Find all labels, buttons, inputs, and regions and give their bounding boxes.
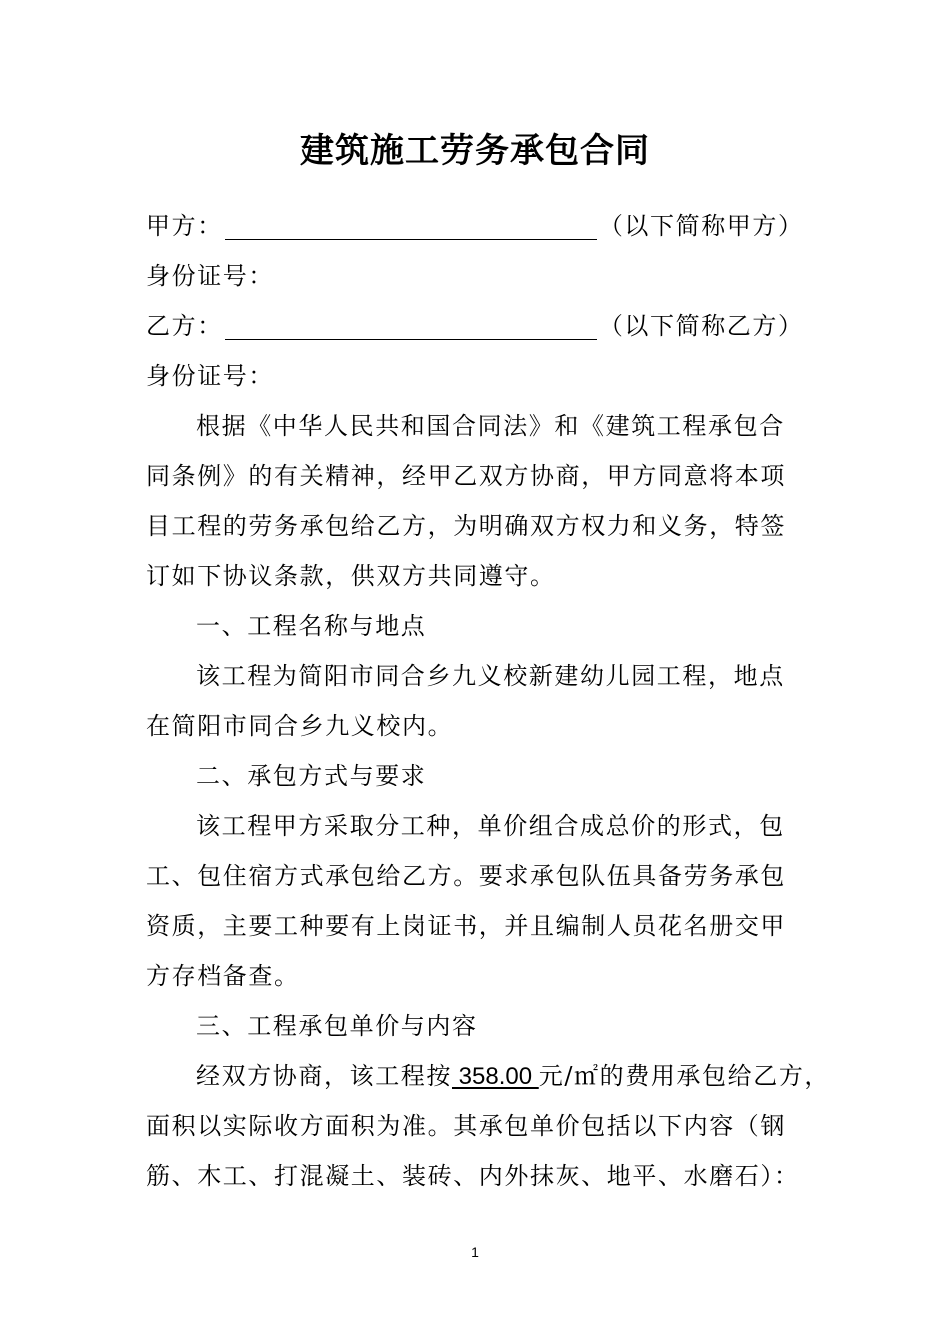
section3-line [196, 1059, 831, 1094]
section-heading: 一、工程名称与地点 [196, 612, 427, 640]
section1-line: 在简阳市同合乡九义校内。 [146, 712, 454, 740]
party-a-name-blank [225, 213, 597, 240]
section2-line: 资质，主要工种要有上岗证书，并且编制人员花名册交甲 [146, 912, 786, 940]
section3-line1-prefix: 经双方协商，该工程按 [196, 1062, 452, 1090]
section3-line1-suffix: 元/㎡的费用承包给乙方， [538, 1062, 831, 1090]
section2-line: 该工程甲方采取分工种，单价组合成总价的形式，包 [196, 812, 785, 840]
party-a-suffix: （以下简称甲方） [598, 212, 804, 240]
party-b-label: 乙方： [146, 312, 223, 340]
preamble-line: 同条例》的有关精神，经甲乙双方协商，甲方同意将本项 [146, 462, 786, 490]
party-a-id-line [146, 259, 826, 293]
preamble-line: 订如下协议条款，供双方共同遵守。 [146, 562, 556, 590]
section-heading: 二、承包方式与要求 [196, 762, 427, 790]
section1-line: 该工程为简阳市同合乡九义校新建幼儿园工程，地点 [196, 662, 785, 690]
section2-line: 工、包住宿方式承包给乙方。要求承包队伍具备劳务承包 [146, 862, 786, 890]
section2-line: 方存档备查。 [146, 962, 300, 990]
document-title: 建筑施工劳务承包合同 [300, 131, 650, 171]
party-a-line [146, 209, 826, 243]
section-heading: 三、工程承包单价与内容 [196, 1012, 478, 1040]
section3-line: 面积以实际收方面积为准。其承包单价包括以下内容（钢 [146, 1112, 786, 1140]
party-a-label: 甲方： [146, 212, 223, 240]
preamble-line: 根据《中华人民共和国合同法》和《建筑工程承包合 [196, 412, 785, 440]
party-a-id-label: 身份证号： [146, 262, 274, 290]
party-b-line [146, 309, 826, 343]
party-b-id-line [146, 359, 826, 393]
unit-price: 358.00 [452, 1063, 539, 1090]
section3-line: 筋、木工、打混凝土、装砖、内外抹灰、地平、水磨石）： [146, 1162, 800, 1190]
party-b-name-blank [225, 313, 597, 340]
page-number: 1 [471, 1244, 479, 1260]
party-b-id-label: 身份证号： [146, 362, 274, 390]
party-b-suffix: （以下简称乙方） [598, 312, 804, 340]
preamble-line: 目工程的劳务承包给乙方，为明确双方权力和义务，特签 [146, 512, 786, 540]
